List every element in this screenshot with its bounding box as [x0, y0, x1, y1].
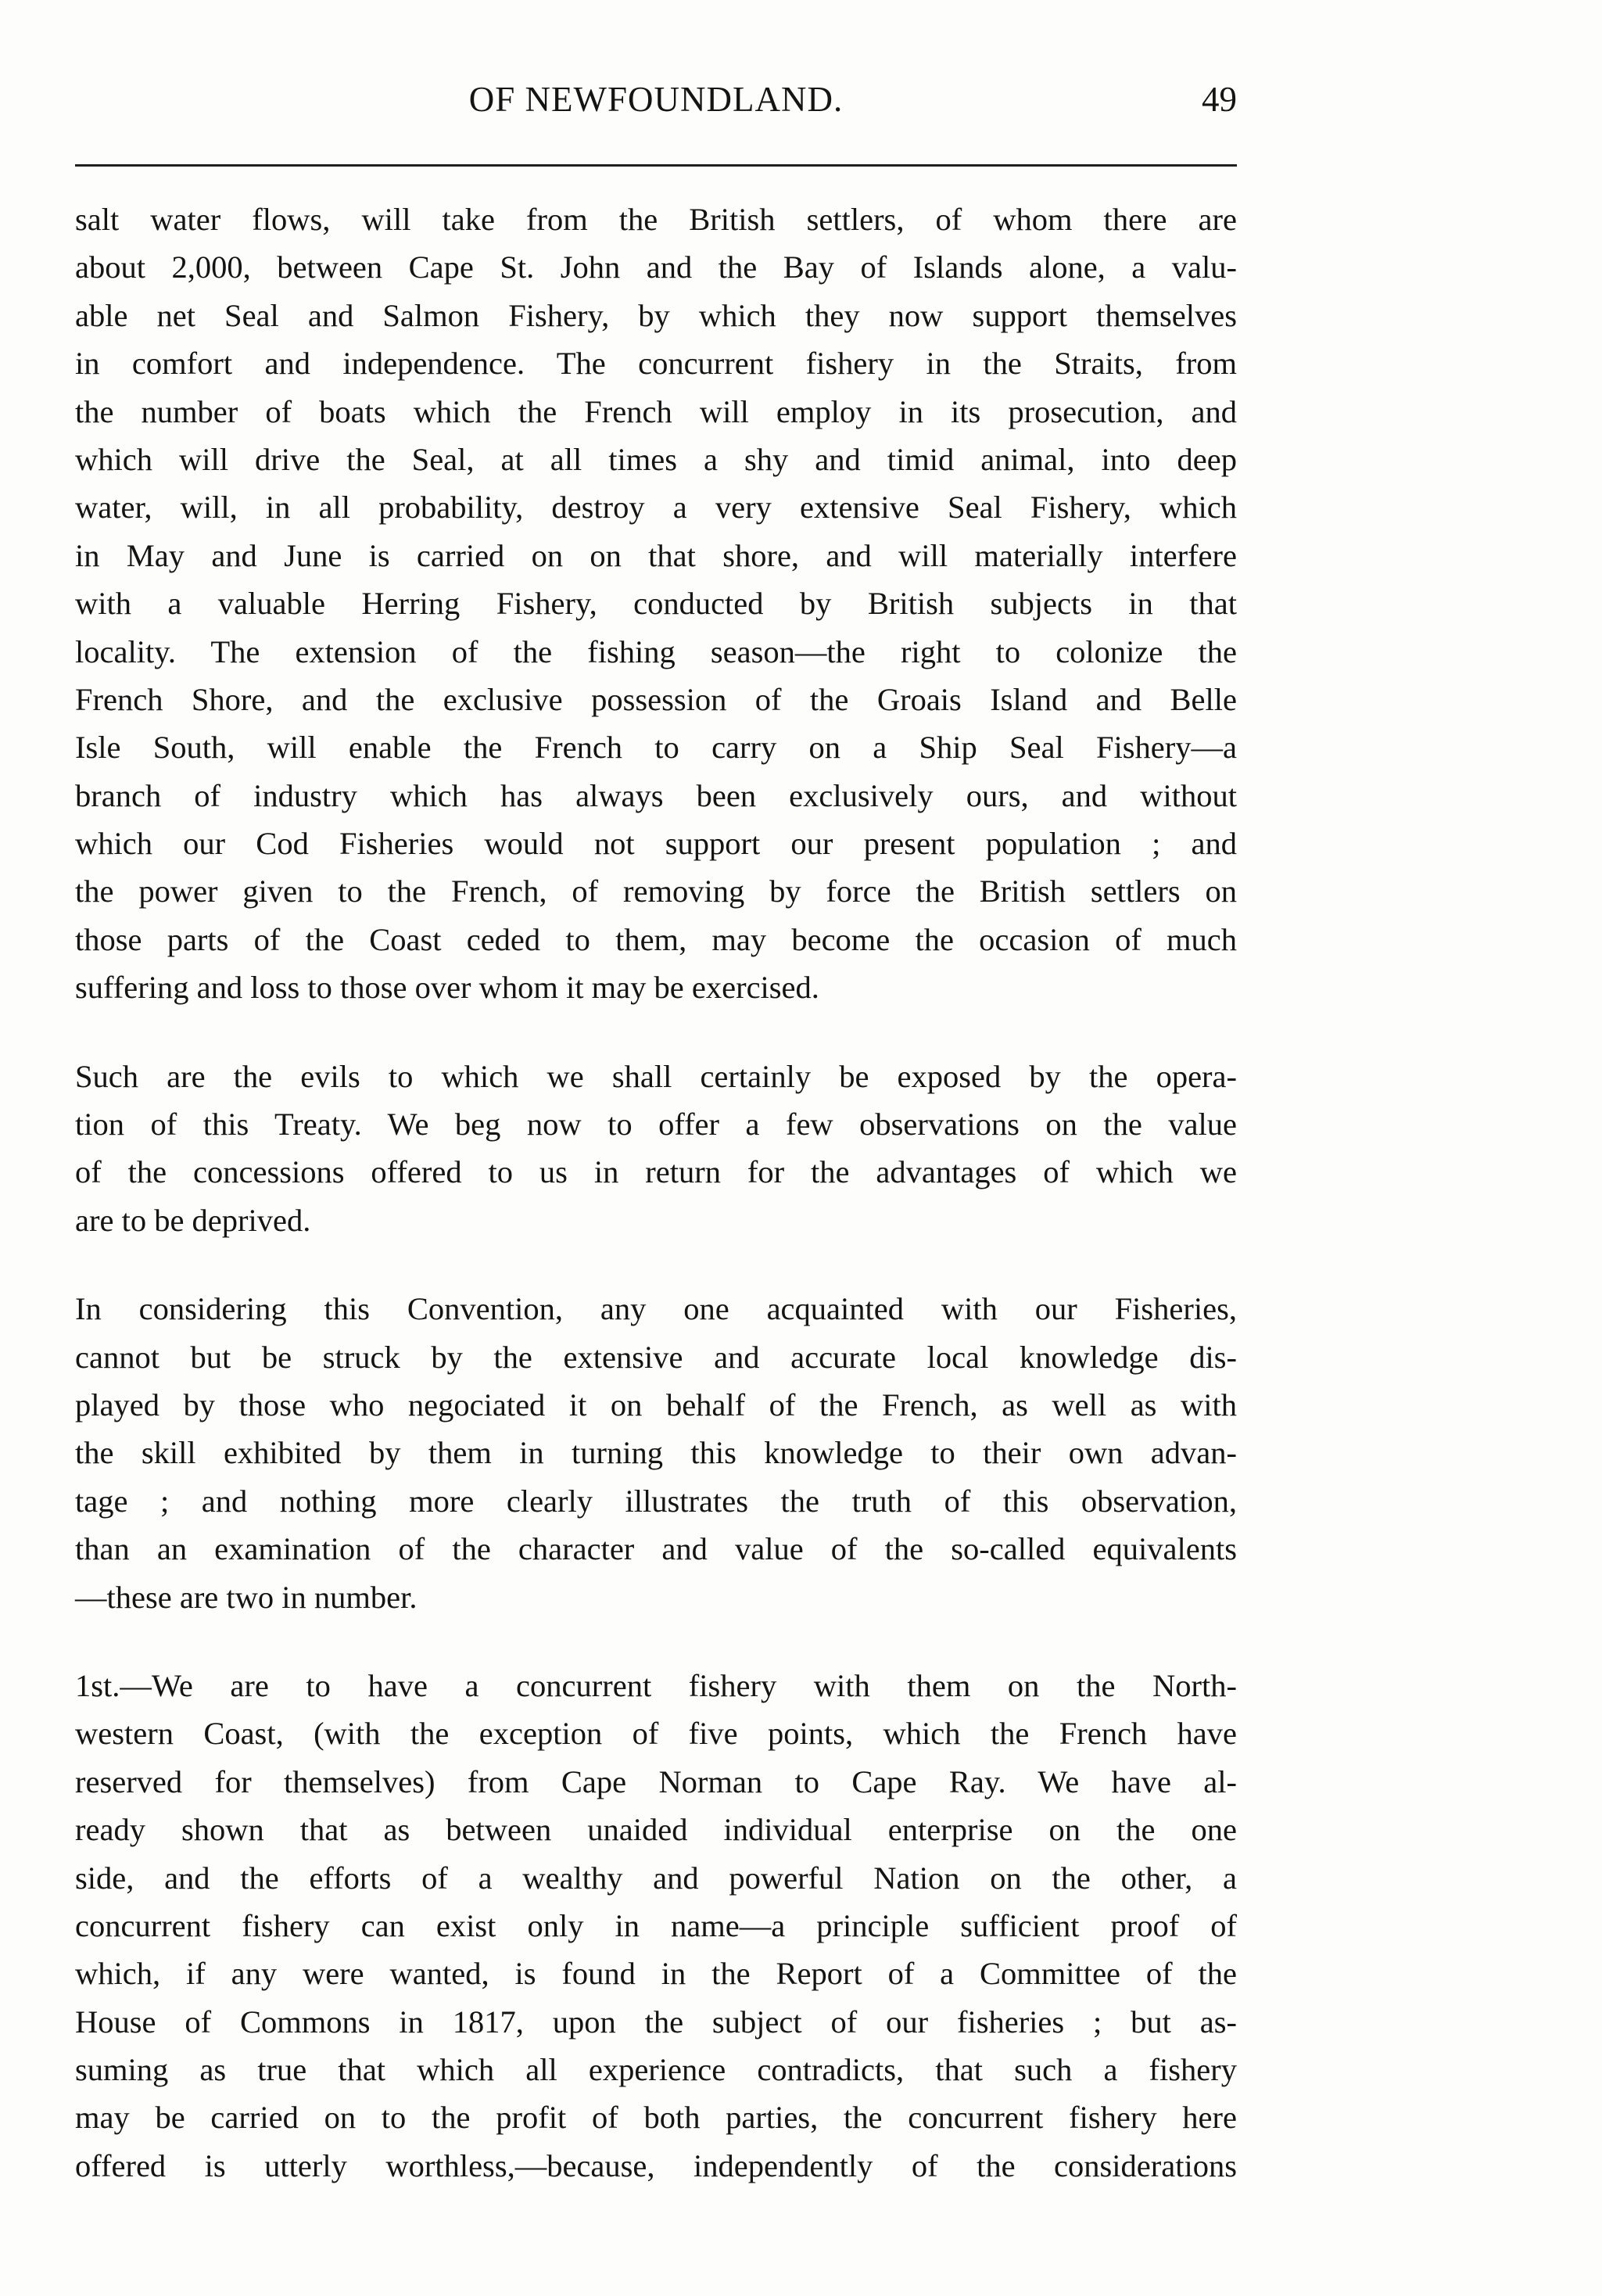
- text-line: water, will, in all probability, destroy a very extensive Seal Fishery, which: [75, 490, 1237, 526]
- text-line: which our Cod Fisheries would not support our present population ; and: [75, 826, 1237, 862]
- text-line: with a valuable Herring Fishery, conducted by British subjects in that: [75, 586, 1237, 622]
- running-title: OF NEWFOUNDLAND.: [468, 80, 844, 119]
- text-line: salt water flows, will take from the British settlers, of whom there are: [75, 202, 1237, 237]
- text-line: House of Commons in 1817, upon the subject of our fisheries ; but as-: [75, 2004, 1237, 2039]
- page-number: 49: [1202, 80, 1237, 119]
- body-text: [75, 196, 1237, 2190]
- paragraph: [75, 1053, 1237, 1245]
- text-line: suffering and loss to those over whom it may be exercised.: [75, 970, 819, 1006]
- text-line: cannot but be struck by the extensive and accurate local knowledge dis-: [75, 1339, 1237, 1375]
- text-line: 1st.—We are to have a concurrent fishery with them on the North-: [75, 1667, 1237, 1703]
- text-line: than an examination of the character and value of the so-called equivalents: [75, 1531, 1237, 1567]
- paragraph: [75, 1662, 1237, 2190]
- header-rule: [75, 164, 1237, 167]
- text-line: reserved for themselves) from Cape Norman to Cape Ray. We have al-: [75, 1763, 1237, 1799]
- paragraph-gap: [75, 1012, 1237, 1053]
- text-line: of the concessions offered to us in return for the advantages of which we: [75, 1154, 1237, 1190]
- text-line: tage ; and nothing more clearly illustrates the truth of this observation,: [75, 1483, 1237, 1519]
- text-line: In considering this Convention, any one acquainted with our Fisheries,: [75, 1291, 1237, 1327]
- text-line: locality. The extension of the fishing season—the right to colonize the: [75, 633, 1237, 669]
- text-line: are to be deprived.: [75, 1202, 311, 1238]
- text-line: in May and June is carried on on that shore, and will materially interfere: [75, 537, 1237, 573]
- text-line: the skill exhibited by them in turning this knowledge to their own advan-: [75, 1435, 1237, 1471]
- text-line: which, if any were wanted, is found in the Report of a Committee of the: [75, 1956, 1237, 1992]
- text-line: —these are two in number.: [75, 1579, 418, 1615]
- text-line: which will drive the Seal, at all times a shy and timid animal, into deep: [75, 441, 1237, 477]
- paragraph-gap: [75, 1621, 1237, 1662]
- paragraph: [75, 196, 1237, 1012]
- text-line: the power given to the French, of removing by force the British settlers on: [75, 874, 1237, 909]
- text-line: those parts of the Coast ceded to them, may become the occasion of much: [75, 921, 1237, 957]
- text-line: about 2,000, between Cape St. John and the Bay of Islands alone, a valu-: [75, 249, 1237, 285]
- text-line: concurrent fishery can exist only in name—a principle sufficient proof of: [75, 1907, 1237, 1943]
- text-line: French Shore, and the exclusive possession of the Groais Island and Belle: [75, 681, 1237, 717]
- text-line: tion of this Treaty. We beg now to offer a few observations on the value: [75, 1107, 1237, 1143]
- running-head: [75, 72, 1237, 127]
- text-line: ready shown that as between unaided individual enterprise on the one: [75, 1812, 1237, 1848]
- text-line: branch of industry which has always been exclusively ours, and without: [75, 777, 1237, 813]
- paragraph-gap: [75, 1244, 1237, 1285]
- text-line: Isle South, will enable the French to carry on a Ship Seal Fishery—a: [75, 730, 1237, 766]
- text-line: able net Seal and Salmon Fishery, by which they now support themselves: [75, 297, 1237, 333]
- text-line: suming as true that which all experience contradicts, that such a fishery: [75, 2052, 1237, 2088]
- text-line: played by those who negociated it on behalf of the French, as well as with: [75, 1387, 1237, 1422]
- text-line: side, and the efforts of a wealthy and powerful Nation on the other, a: [75, 1860, 1237, 1896]
- text-line: western Coast, (with the exception of five points, which the French have: [75, 1716, 1237, 1752]
- text-line: Such are the evils to which we shall certainly be exposed by the opera-: [75, 1058, 1237, 1094]
- text-line: may be carried on to the profit of both parties, the concurrent fishery here: [75, 2100, 1237, 2136]
- text-line: offered is utterly worthless,—because, independently of the considerations: [75, 2147, 1237, 2183]
- paragraph: [75, 1285, 1237, 1621]
- text-line: the number of boats which the French will employ in its prosecution, and: [75, 393, 1237, 429]
- text-line: in comfort and independence. The concurrent fishery in the Straits, from: [75, 346, 1237, 382]
